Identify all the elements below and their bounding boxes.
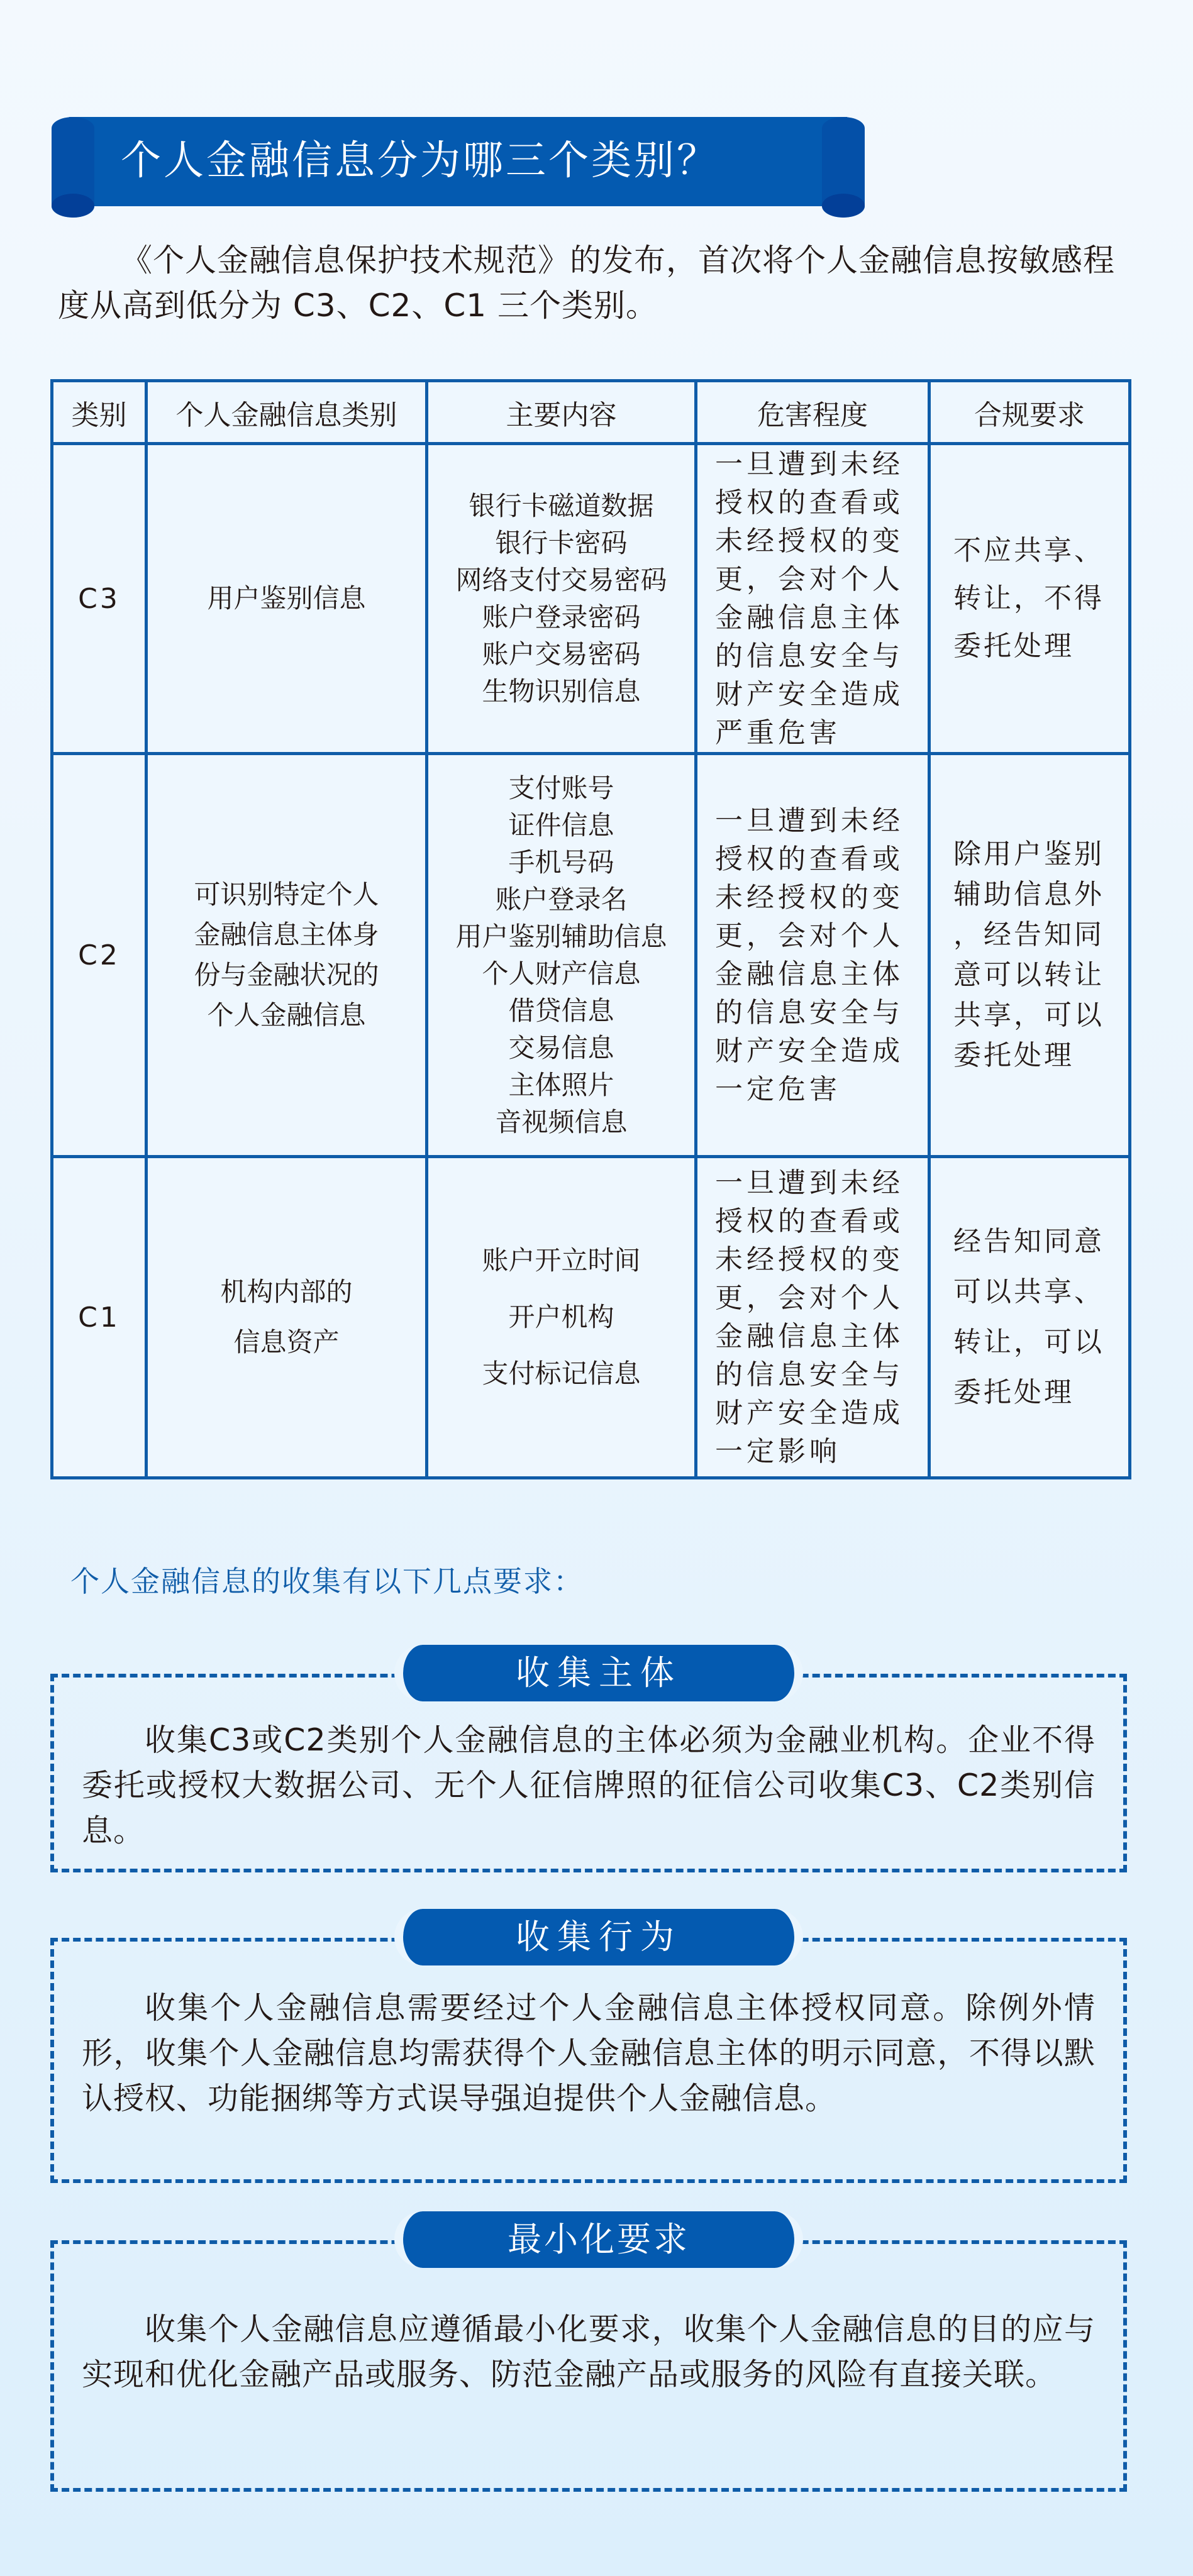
intro-paragraph: 《个人金融信息保护技术规范》的发布，首次将个人金融信息按敏感程度从高到低分为 C3、C2、C1 三个类别。 (58, 242, 1115, 324)
section-body: 收集个人金融信息应遵循最小化要求，收集个人金融信息的目的应与实现和优化金融产品或服务、防范金融产品或服务的风险有直接关联。 (82, 2311, 1096, 2392)
contents-cell (427, 1157, 696, 1478)
cell-line: 金融信息主体 (715, 602, 904, 634)
category-cell: C3 (52, 444, 147, 754)
contents-cell (427, 754, 696, 1157)
cell-line: 不应共享、 (953, 534, 1104, 567)
cell-line: 更，会对个人 (715, 920, 904, 952)
compliance-cell (929, 1157, 1130, 1478)
cell-line: 支付标记信息 (482, 1358, 641, 1389)
cell-line: 交易信息 (508, 1032, 614, 1063)
header-category: 类别 (52, 381, 147, 444)
cell-line: 手机号码 (508, 847, 614, 878)
category-cell: C1 (52, 1157, 147, 1478)
cell-line: 个人财产信息 (482, 958, 641, 989)
header-info-type: 个人金融信息类别 (147, 381, 427, 444)
scroll-roll-right-icon (822, 117, 865, 218)
cell-line: 一定影响 (715, 1435, 841, 1468)
cell-line: 一旦遭到未经 (715, 448, 904, 480)
category-cell: C2 (52, 754, 147, 1157)
contents-cell (427, 444, 696, 754)
header-harm: 危害程度 (696, 381, 929, 444)
section-heading-pill: 收集主体 (394, 1645, 803, 1701)
cell-line: 严重危害 (715, 717, 841, 749)
cell-line: 除用户鉴别 (953, 838, 1104, 870)
cell-line: 授权的查看或 (715, 487, 904, 519)
section-heading-pill: 收集行为 (394, 1909, 803, 1965)
cell-line: 可以共享、 (953, 1276, 1104, 1308)
cell-line: 转让，不得 (953, 582, 1104, 614)
cell-line: 财产安全造成 (715, 1035, 904, 1067)
cell-line: 授权的查看或 (715, 1205, 904, 1237)
cell-line: 生物识别信息 (482, 676, 641, 707)
cell-line: 更，会对个人 (715, 563, 904, 595)
info-type-cell (147, 444, 427, 754)
info-type-cell (147, 1157, 427, 1478)
cell-line: 金融信息主体 (715, 958, 904, 990)
cell-line: 金融信息主体 (715, 1320, 904, 1352)
header-compliance: 合规要求 (929, 381, 1130, 444)
cell-line: 账户登录名 (495, 884, 628, 915)
harm-cell (696, 444, 929, 754)
cell-line: 机构内部的 (220, 1276, 353, 1307)
cell-line: 支付账号 (508, 773, 614, 804)
cell-line: 的信息安全与 (715, 997, 904, 1029)
section-body: 收集C3或C2类别个人金融信息的主体必须为金融业机构。企业不得委托或授权大数据公司、无个人征信牌照的征信公司收集C3、C2类别信息。 (82, 1722, 1096, 1849)
cell-line: 更，会对个人 (715, 1282, 904, 1314)
cell-line: 委托处理 (953, 1376, 1074, 1408)
cell-line: 可识别特定个人 (194, 879, 379, 910)
cell-line: 委托处理 (953, 630, 1074, 662)
cell-line: 网络支付交易密码 (455, 565, 667, 595)
cell-line: 音视频信息 (495, 1107, 628, 1137)
collection-subtitle: 个人金融信息的收集有以下几点要求： (70, 1564, 584, 1598)
page-title: 个人金融信息分为哪三个类别？ (121, 138, 719, 184)
table-header-row (52, 381, 1130, 444)
cell-line: 转让，可以 (953, 1326, 1104, 1358)
cell-line: 银行卡密码 (495, 528, 628, 558)
section-minimization (50, 2219, 1127, 2492)
section-heading-pill: 最小化要求 (394, 2211, 803, 2268)
cell-line: 一定危害 (715, 1073, 841, 1105)
cell-line: 一旦遭到未经 (715, 805, 904, 837)
compliance-cell (929, 754, 1130, 1157)
cell-line: 财产安全造成 (715, 1397, 904, 1429)
section-collection-behavior (50, 1917, 1127, 2183)
cell-line: 主体照片 (508, 1070, 614, 1100)
cell-line: 账户交易密码 (482, 639, 641, 670)
harm-cell (696, 1157, 929, 1478)
cell-line: 证件信息 (508, 810, 614, 841)
cell-line: 未经授权的变 (715, 1244, 904, 1276)
cell-line: 开户机构 (508, 1302, 614, 1332)
cell-line: 用户鉴别信息 (207, 583, 366, 614)
cell-line: 辅助信息外 (953, 878, 1104, 910)
header-contents: 主要内容 (427, 381, 696, 444)
cell-line: 授权的查看或 (715, 843, 904, 875)
cell-line: 委托处理 (953, 1039, 1074, 1071)
compliance-cell (929, 444, 1130, 754)
cell-line: 财产安全造成 (715, 678, 904, 710)
cell-line: 金融信息主体身 (194, 919, 379, 950)
table-row-c2 (52, 754, 1130, 1157)
classification-table (50, 379, 1131, 1479)
cell-line: 账户开立时间 (482, 1245, 641, 1276)
info-type-cell (147, 754, 427, 1157)
cell-line: 一旦遭到未经 (715, 1167, 904, 1199)
section-body: 收集个人金融信息需要经过个人金融信息主体授权同意。除例外情形，收集个人金融信息均需获得个人金融信息主体的明示同意，不得以默认授权、功能捆绑等方式误导强迫提供个人金融信息。 (82, 1990, 1096, 2116)
cell-line: 未经授权的变 (715, 525, 904, 557)
scroll-roll-left-icon (52, 117, 94, 218)
cell-line: 银行卡磁道数据 (469, 490, 654, 521)
cell-line: ，经告知同 (953, 919, 1104, 951)
table-row-c3 (52, 444, 1130, 754)
cell-line: 意可以转让 (953, 959, 1104, 991)
cell-line: 借贷信息 (508, 995, 614, 1026)
cell-line: 经告知同意 (953, 1225, 1104, 1258)
cell-line: 份与金融状况的 (194, 959, 379, 990)
title-banner (52, 117, 865, 218)
cell-line: 个人金融信息 (207, 1000, 366, 1031)
harm-cell (696, 754, 929, 1157)
cell-line: 的信息安全与 (715, 1359, 904, 1391)
cell-line: 用户鉴别辅助信息 (455, 921, 667, 952)
cell-line: 共享，可以 (953, 999, 1104, 1031)
section-collection-subject (50, 1653, 1127, 1872)
cell-line: 账户登录密码 (482, 602, 641, 633)
cell-line: 的信息安全与 (715, 640, 904, 672)
cell-line: 未经授权的变 (715, 882, 904, 914)
table-row-c1 (52, 1157, 1130, 1478)
cell-line: 信息资产 (233, 1327, 340, 1357)
